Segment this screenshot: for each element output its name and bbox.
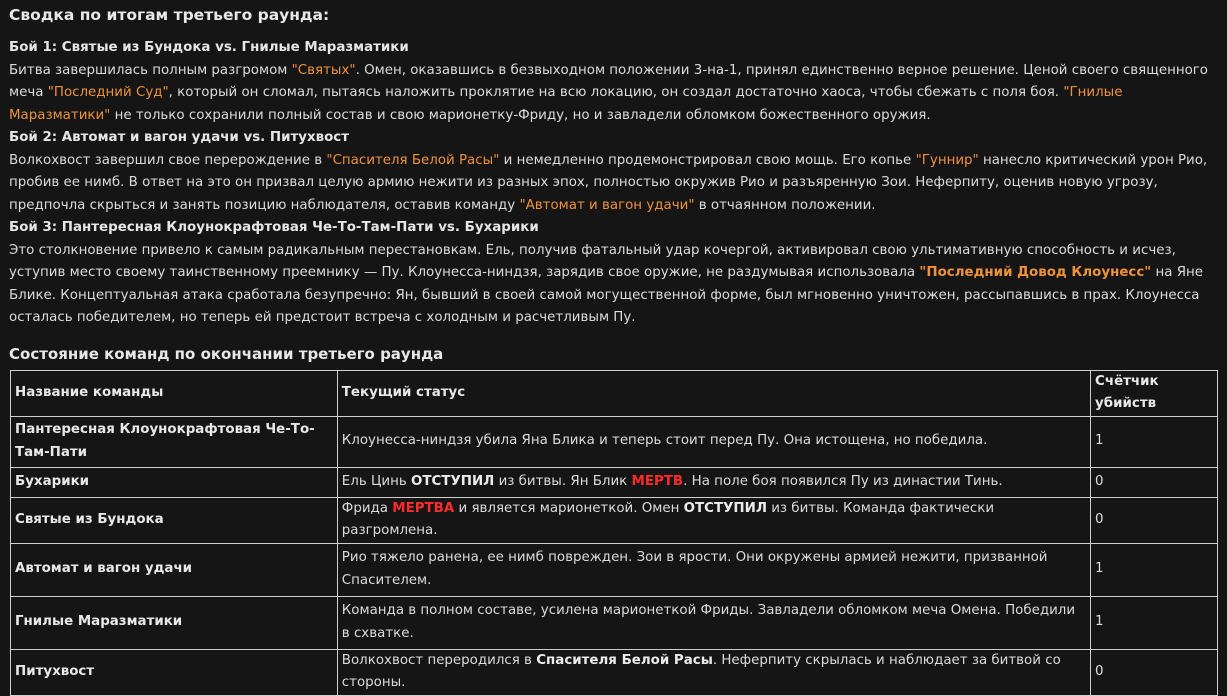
- text-fragment: нанесло критический урон Рио, пробив ее нимб. В ответ на это он призвал целую армию нежити из разных эпох, полностью окружив Рио и разъяренную Зои. Неферпиту, оценив новую угрозу, предпочла скрыться и занять позицию наблюдателя, оставив команду: [9, 152, 1208, 213]
- text-fragment: Волкохвост переродился в: [341, 652, 537, 668]
- kills-cell: 1: [1091, 596, 1218, 649]
- table-row: [11, 543, 1218, 596]
- status-cell: [337, 416, 1090, 467]
- table-header-row: [11, 370, 1218, 416]
- text-fragment: . Омен, оказавшись в безвыходном положении 3-на-1, принял единственно верное решение. Ценой своего священного меча: [9, 62, 1208, 100]
- team-name-cell: Питухвост: [11, 649, 338, 695]
- table-row: [11, 596, 1218, 649]
- kills-cell: 0: [1091, 649, 1218, 695]
- status-dead: МЕРТВ: [631, 473, 684, 489]
- text-fragment: Команда в полном составе, усилена марионеткой Фриды. Завладели обломком меча Омена. Победили в схватке.: [341, 603, 1076, 641]
- text-fragment: Рио тяжело ранена, ее нимб поврежден. Зои в ярости. Они окружены армией нежити, призванной Спасителем.: [341, 550, 1048, 588]
- highlight-term-bold: "Последний Довод Клоунесс": [919, 265, 1152, 280]
- header-team-name: Название команды: [11, 370, 338, 416]
- team-name-cell: Бухарики: [11, 467, 338, 497]
- text-fragment: из битвы. Ян Блик: [494, 473, 632, 489]
- status-cell: [337, 543, 1090, 596]
- text-fragment: . Неферпиту скрылась и наблюдает за битвой со стороны.: [341, 652, 1061, 690]
- text-fragment: . На поле боя появился Пу из династии Тинь.: [683, 473, 1003, 489]
- kills-cell: 1: [1091, 416, 1218, 467]
- text-fragment: и является марионеткой. Омен: [454, 500, 684, 516]
- table-row: [11, 497, 1218, 543]
- text-fragment: , который он сломал, пытаясь наложить проклятие на всю локацию, он создал достаточно хаоса, чтобы сбежать с поля боя.: [168, 85, 1064, 100]
- teams-status-table: [10, 370, 1218, 696]
- header-status: Текущий статус: [337, 370, 1090, 416]
- highlight-term: "Гнилые Маразматики": [9, 85, 1123, 123]
- fight-3-title: Бой 3: Пантересная Клоунокрафтовая Че-То-Там-Пати vs. Бухарики: [9, 220, 539, 235]
- fight-section: [9, 37, 1219, 127]
- team-name-cell: Святые из Бундока: [11, 497, 338, 543]
- text-fragment: Ель Цинь: [341, 473, 411, 489]
- fight-3-text: [9, 240, 1219, 330]
- highlight-term: "Последний Суд": [47, 85, 169, 100]
- text-fragment: не только сохранили полный состав и свою марионетку-Фриду, но и завладели обломком божественного оружия.: [110, 107, 931, 123]
- status-emphasis: ОТСТУПИЛ: [410, 473, 495, 489]
- highlight-term: "Автомат и вагон удачи": [519, 197, 695, 213]
- text-fragment: из битвы. Команда фактически разгромлена.: [341, 500, 995, 538]
- kills-cell: 0: [1091, 467, 1218, 497]
- kills-cell: 1: [1091, 543, 1218, 596]
- kills-cell: 0: [1091, 497, 1218, 543]
- text-fragment: и немедленно продемонстрировал свою мощь. Его копье: [499, 152, 916, 168]
- fight-section: [9, 217, 1219, 330]
- text-fragment: Клоунесса-ниндзя убила Яна Блика и теперь стоит перед Пу. Она истощена, но победила.: [341, 433, 988, 449]
- status-cell: [337, 596, 1090, 649]
- highlight-term: "Святых": [291, 62, 356, 78]
- fight-1-title: Бой 1: Святые из Бундока vs. Гнилые Маразматики: [9, 40, 409, 55]
- text-fragment: в отчаянном положении.: [694, 197, 876, 213]
- table-row: [11, 467, 1218, 497]
- text-fragment: Это столкновение привело к самым радикальным перестановкам. Ель, получив фатальный удар кочергой, активировал свою ультимативную способность и исчез, уступив место своему таинственному преемнику — Пу. Клоунесса-ниндзя, зарядив свое оружие, не раздумывая использовала: [9, 242, 1176, 280]
- table-row: [11, 649, 1218, 695]
- team-name-cell: Гнилые Маразматики: [11, 596, 338, 649]
- status-cell: [337, 497, 1090, 543]
- table-heading: Состояние команд по окончании третьего раунда: [9, 344, 444, 363]
- status-cell: [337, 467, 1090, 497]
- fight-2-title: Бой 2: Автомат и вагон удачи vs. Питухвост: [9, 130, 350, 145]
- text-fragment: Битва завершилась полным разгромом: [9, 62, 292, 78]
- text-fragment: Волкохвост завершил свое перерождение в: [9, 152, 327, 168]
- fight-1-text: [9, 60, 1219, 128]
- summary-heading: Сводка по итогам третьего раунда:: [9, 6, 330, 24]
- fight-section: [9, 127, 1219, 217]
- fight-2-text: [9, 150, 1219, 218]
- highlight-term: "Гуннир": [915, 152, 979, 168]
- text-fragment: на Яне Блике. Концептуальная атака сработала безупречно: Ян, бывший в своей самой могущественной форме, был мгновенно уничтожен, рассыпавшись в прах. Клоунесса осталась победителем, но теперь ей предстоит встреча с холодным и расчетливым Пу.: [9, 265, 1204, 325]
- table-row: [11, 416, 1218, 467]
- status-dead: МЕРТВА: [392, 500, 455, 516]
- text-fragment: Фрида: [341, 500, 393, 516]
- status-cell: [337, 649, 1090, 695]
- team-name-cell: Пантересная Клоунокрафтовая Че-То-Там-Пати: [11, 416, 338, 467]
- status-emphasis: Спасителя Белой Расы: [536, 652, 713, 668]
- header-kills: Счётчик убийств: [1091, 370, 1218, 416]
- highlight-term: "Спасителя Белой Расы": [326, 152, 500, 168]
- status-emphasis: ОТСТУПИЛ: [683, 500, 767, 516]
- team-name-cell: Автомат и вагон удачи: [11, 543, 338, 596]
